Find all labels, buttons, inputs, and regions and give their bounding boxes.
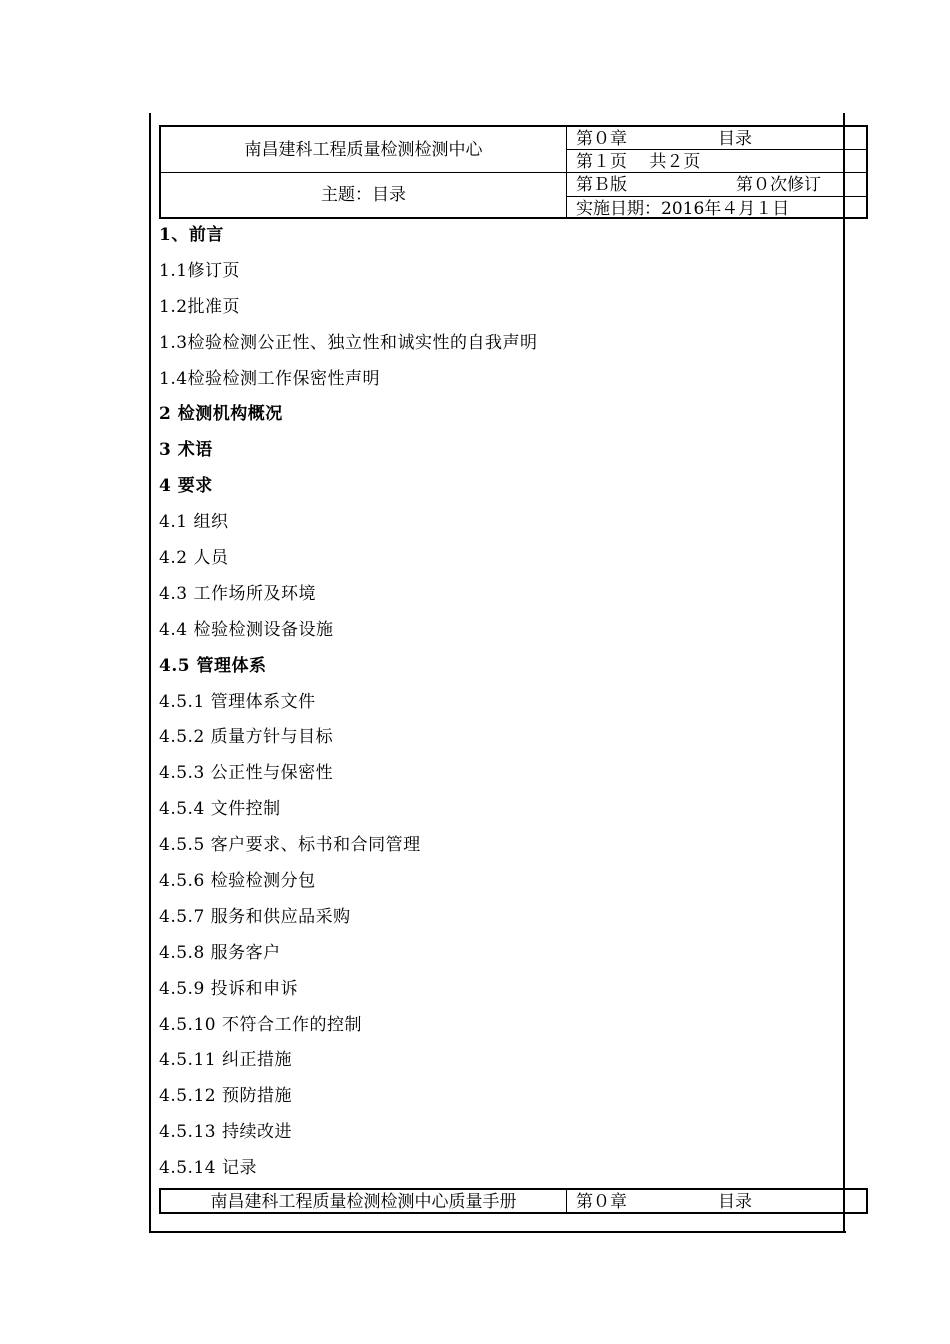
toc-entry: 1.2批准页: [159, 296, 241, 317]
footer-chapter-number: 第０章: [576, 1192, 627, 1212]
chapter-title: 目录: [718, 129, 752, 149]
footer-chapter-title: 目录: [718, 1192, 752, 1212]
toc-entry: 4.5.7 服务和供应品采购: [159, 906, 351, 927]
frame-right-border: [843, 113, 845, 1233]
table-of-contents: [159, 222, 839, 1191]
footer-divider: [566, 1190, 567, 1212]
toc-entry: 1.3检验检测公正性、独立性和诚实性的自我声明: [159, 332, 538, 353]
toc-entry: 4.5.8 服务客户: [159, 942, 281, 963]
revision-label: 第０次修订: [736, 175, 821, 195]
org-name: 南昌建科工程质量检测检测中心: [244, 140, 483, 160]
toc-entry: 4.5.2 质量方针与目标: [159, 727, 334, 748]
toc-entry: 4.5.10 不符合工作的控制: [159, 1014, 362, 1035]
page-info: 第１页 共２页: [576, 152, 701, 172]
toc-entry: 1.4检验检测工作保密性声明: [159, 368, 381, 389]
version-label: 第Ｂ版: [576, 175, 627, 195]
frame-left-border: [149, 113, 151, 1233]
toc-entry: 1、前言: [159, 225, 224, 245]
footer-divider: [844, 1190, 845, 1212]
topic-label: 主题：目录: [321, 185, 406, 205]
toc-entry: 4.3 工作场所及环境: [159, 583, 316, 604]
toc-entry: 4.5.5 客户要求、标书和合同管理: [159, 835, 421, 856]
header-divider: [161, 172, 866, 173]
toc-entry: 4.5.3 公正性与保密性: [159, 763, 334, 784]
toc-entry: 4.5.1 管理体系文件: [159, 691, 316, 712]
toc-entry: 4.5 管理体系: [159, 655, 267, 676]
footer-table: [159, 1188, 868, 1214]
toc-entry: 4.5.12 预防措施: [159, 1086, 292, 1107]
toc-entry: 4.4 检验检测设备设施: [159, 619, 334, 640]
toc-entry: 4.5.4 文件控制: [159, 799, 281, 820]
header-divider: [844, 127, 845, 217]
header-table: [159, 125, 868, 219]
toc-entry: 4 要求: [159, 476, 213, 497]
header-divider: [567, 196, 868, 197]
frame-bottom-border: [149, 1231, 846, 1233]
toc-entry: 4.2 人员: [159, 548, 229, 569]
toc-entry: 4.5.13 持续改进: [159, 1122, 292, 1143]
toc-entry: 4.1 组织: [159, 512, 229, 533]
chapter-number: 第０章: [576, 129, 627, 149]
toc-entry: 3 术语: [159, 440, 213, 461]
toc-entry: 4.5.11 纠正措施: [159, 1050, 292, 1071]
toc-entry: 2 检测机构概况: [159, 404, 283, 425]
toc-entry: 4.5.9 投诉和申诉: [159, 978, 299, 999]
effective-date: 实施日期：2016年４月１日: [576, 199, 790, 219]
footer-org-manual: 南昌建科工程质量检测检测中心质量手册: [210, 1192, 517, 1212]
toc-entry: 4.5.6 检验检测分包: [159, 871, 316, 892]
toc-entry: 1.1修订页: [159, 260, 241, 281]
toc-entry: 4.5.14 记录: [159, 1158, 257, 1179]
